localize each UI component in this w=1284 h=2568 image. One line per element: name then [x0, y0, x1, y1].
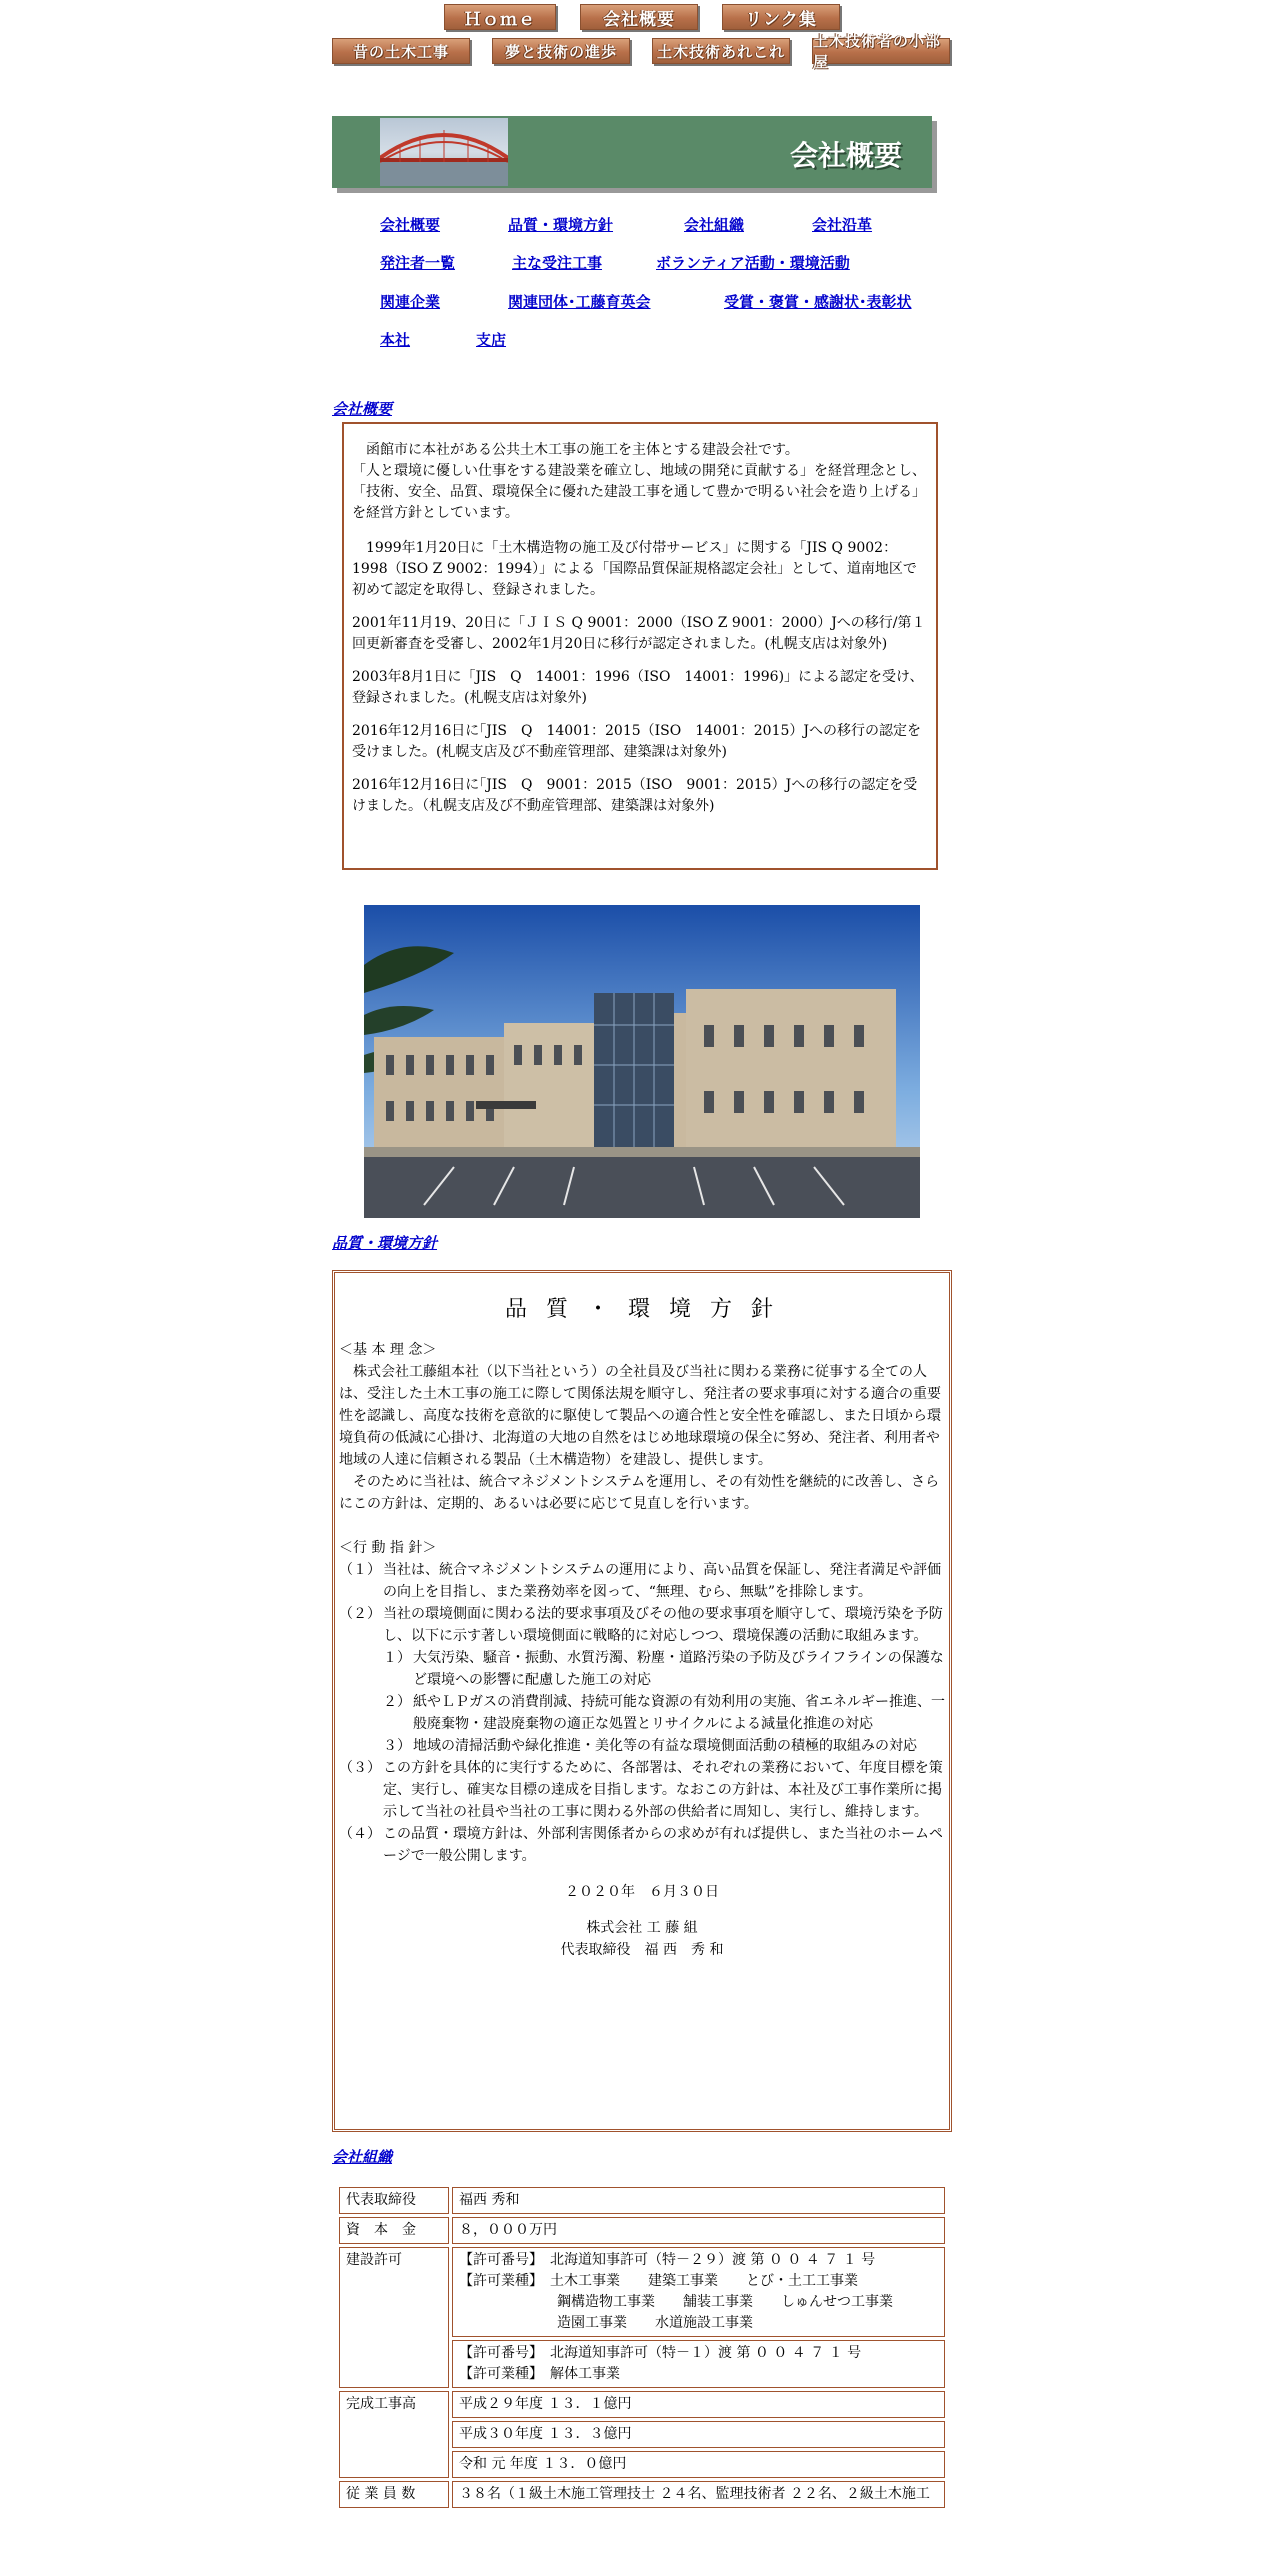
capital-value: ８，０００万円	[452, 2217, 945, 2244]
action-item-4	[339, 1823, 945, 1867]
action-subitem-1	[339, 1647, 945, 1691]
table-row	[339, 2217, 945, 2244]
action-subitem-1-text: 大気汚染、騒音・振動、水質汚濁、粉塵・道路汚染の予防及びライフラインの保護など環境への影響に配慮した施工の対応	[413, 1650, 944, 1688]
completed-works-label: 完成工事高	[339, 2391, 449, 2478]
organization-table	[336, 2184, 948, 2511]
menu-head-office-link[interactable]: 本社	[380, 331, 411, 349]
menu-related-companies-link[interactable]: 関連企業	[380, 293, 441, 311]
overview-heading: 会社概要	[332, 400, 393, 418]
action-subitem-2	[339, 1691, 945, 1735]
license-1-types-3: 造園工事業 水道施設工事業	[459, 2315, 753, 2331]
overview-text-3: 2001年11月19、20日に「ＪＩＳ Q 9001：2000（ISO Z 9001：2000）Jへの移行/第１回更新審査を受審し、2002年1月20日に移行が認定されました。(札幌支店は対象外)	[352, 615, 926, 652]
policy-date: ２０２０年 ６月３０日	[565, 1884, 719, 1900]
action-subitem-2-text: 紙やＬＰガスの消費削減、持続可能な資源の有効利用の実施、省エネルギー推進、一般廃棄物・建設廃棄物の適正な処置とリサイクルによる減量化推進の対応	[413, 1694, 945, 1732]
action-subitem-3-text: 地域の清掃活動や緑化推進・美化等の有益な環境側面活動の積極的取組みの対応	[413, 1738, 917, 1754]
top-nav-row2	[332, 32, 950, 71]
license-cell-2	[452, 2340, 945, 2388]
staff-label: 従 業 員 数	[339, 2481, 449, 2508]
action-subitem-1-number: １）	[383, 1650, 411, 1666]
action-item-3	[339, 1757, 945, 1823]
action-item-1-number: （１）	[339, 1562, 381, 1578]
completed-works-2: 平成３０年度 １３．３億円	[452, 2421, 945, 2448]
table-row	[339, 2187, 945, 2214]
action-item-3-number: （３）	[339, 1760, 381, 1776]
completed-works-3: 令和 元 年度 １３．０億円	[452, 2451, 945, 2478]
menu-organization-link[interactable]: 会社組織	[684, 216, 745, 234]
nav-old-works-button[interactable]: 昔の土木工事	[332, 38, 470, 64]
table-row	[339, 2391, 945, 2418]
policy-heading: 品質・環境方針	[332, 1234, 438, 1252]
red-bridge-image	[380, 118, 508, 186]
license-1-number: 【許可番号】 北海道知事許可（特－２９）渡 第 ０ ０ ４ ７ １ 号	[459, 2252, 876, 2268]
menu-branch-link[interactable]: 支店	[476, 331, 507, 349]
head-office-building-photo	[364, 905, 920, 1218]
basic-philosophy-text-2: そのために当社は、統合マネジメントシステムを運用し、その有効性を継続的に改善し、さらにこの方針は、定期的、あるいは必要に応じて見直しを行います。	[339, 1474, 940, 1512]
action-item-1-text: 当社は、統合マネジメントシステムの運用により、高い品質を保証し、発注者満足や評価の向上を目指し、また業務効率を図って、“無理、むら、無駄”を排除します。	[383, 1562, 942, 1600]
action-item-4-text: この品質・環境方針は、外部利害関係者からの求めが有れば提供し、また当社のホームページで一般公開します。	[383, 1826, 943, 1864]
action-guideline-label: ＜行 動 指 針＞	[339, 1540, 437, 1556]
staff-value: ３８名（１級土木施工管理技士 ２４名、監理技術者 ２２名、２級土木施工	[452, 2481, 945, 2508]
action-item-2	[339, 1603, 945, 1647]
action-item-3-text: この方針を具体的に実行するために、各部署は、それぞれの業務において、年度目標を策定、実行し、確実な目標の達成を目指します。なおこの方針は、本社及び工事作業所に掲示して当社の社員や当社の工事に関わる外部の供給者に周知し、実行し、維持します。	[383, 1760, 943, 1820]
license-cell-1	[452, 2247, 945, 2337]
policy-title: 品 質 ・ 環 境 方 針	[505, 1297, 779, 1322]
banner-title: 会社概要	[789, 139, 902, 172]
action-item-2-text: 当社の環境側面に関わる法的要求事項及びその他の要求事項を順守して、環境汚染を予防し、以下に示す著しい環境側面に戦略的に対応しつつ、環境保護の活動に取組みます。	[383, 1606, 943, 1644]
top-nav-row1	[444, 4, 840, 30]
menu-quality-policy-link[interactable]: 品質・環境方針	[508, 216, 614, 234]
nav-engineer-room-button[interactable]: 土木技術者の小部屋	[812, 38, 950, 64]
menu-volunteer-link[interactable]: ボランティア活動・環境活動	[656, 254, 850, 272]
menu-related-groups-link[interactable]: 関連団体･工藤育英会	[508, 293, 651, 311]
table-row	[339, 2247, 945, 2337]
overview-text-6: 2016年12月16日に｢JIS Q 9001：2015（ISO 9001：2015）Jへの移行の認定を受けました。（札幌支店及び不動産管理部、建築課は対象外)	[352, 777, 918, 814]
capital-label: 資 本 金	[339, 2217, 449, 2244]
ceo-label: 代表取締役	[339, 2187, 449, 2214]
nav-tech-misc-button[interactable]: 土木技術あれこれ	[652, 38, 790, 64]
nav-links-button[interactable]: リンク集	[722, 4, 840, 30]
action-subitem-3-number: ３）	[383, 1738, 411, 1754]
action-item-4-number: （４）	[339, 1826, 381, 1842]
overview-box	[342, 422, 938, 870]
action-item-1	[339, 1559, 945, 1603]
policy-company-name: 株式会社 工 藤 組	[586, 1920, 698, 1936]
license-2-number: 【許可番号】 北海道知事許可（特－１）渡 第 ０ ０ ４ ７ １ 号	[459, 2345, 862, 2361]
nav-home-button[interactable]: Ｈｏｍｅ	[444, 4, 556, 30]
menu-main-works-link[interactable]: 主な受注工事	[512, 254, 603, 272]
license-label: 建設許可	[339, 2247, 449, 2388]
license-2-types: 【許可業種】 解体工事業	[459, 2366, 620, 2382]
menu-awards-link[interactable]: 受賞・褒賞・感謝状･表彰状	[724, 293, 912, 311]
menu-history-link[interactable]: 会社沿革	[812, 216, 873, 234]
bridge-photo	[380, 118, 508, 186]
action-subitem-3	[339, 1735, 945, 1757]
page-banner	[332, 116, 932, 188]
policy-box	[332, 1270, 952, 2132]
overview-text-1b: 「人と環境に優しい仕事をする建設業を確立し、地域の開発に貢献する」を経営理念とし、「技術、安全、品質、環境保全に優れた建設工事を通して豊かで明るい社会を造り上げる」を経営方針としています。	[352, 463, 926, 521]
overview-text-5: 2016年12月16日に｢JIS Q 14001：2015（ISO 14001：2015）Jへの移行の認定を受けました。(札幌支店及び不動産管理部、建築課は対象外)	[352, 723, 922, 760]
basic-philosophy-label: ＜基 本 理 念＞	[339, 1342, 437, 1358]
ceo-value: 福西 秀和	[452, 2187, 945, 2214]
nav-dream-tech-button[interactable]: 夢と技術の進歩	[492, 38, 630, 64]
action-subitem-2-number: ２）	[383, 1694, 411, 1710]
menu-clients-link[interactable]: 発注者一覧	[380, 254, 456, 272]
overview-text-4: 2003年8月1日に「JIS Q 14001：1996（ISO 14001：1996)」による認定を受け、登録されました。(札幌支店は対象外)	[352, 669, 924, 706]
overview-text-1a: 函館市に本社がある公共土木工事の施工を主体とする建設会社です。	[352, 442, 799, 458]
menu-company-overview-link[interactable]: 会社概要	[380, 216, 441, 234]
action-item-2-number: （２）	[339, 1606, 381, 1622]
overview-text-2: 1999年1月20日に「土木構造物の施工及び付帯サービス」に関する「JIS Q 9002：1998（ISO Z 9002：1994）」による「国際品質保証規格認定会社」として、道南地区で初めて認定を取得し、登録されました。	[352, 540, 917, 598]
license-1-types-2: 鋼構造物工事業 舗装工事業 しゅんせつ工事業	[459, 2294, 893, 2310]
license-1-types: 【許可業種】 土木工事業 建築工事業 とび・土工工事業	[459, 2273, 858, 2289]
basic-philosophy-text-1: 株式会社工藤組本社（以下当社という）の全社員及び当社に関わる業務に従事する全ての人は、受注した土木工事の施工に際して関係法規を順守し、発注者の要求事項に対する適合の重要性を認識し、高度な技術を意欲的に駆使して製品への適合性と安全性を確認し、また日頃から環境負荷の低減に心掛け、北海道の大地の自然をはじめ地球環境の保全に努め、発注者、利用者や地域の人達に信頼される製品（土木構造物）を建設し、提供します。	[339, 1364, 941, 1468]
nav-company-button[interactable]: 会社概要	[580, 4, 698, 30]
completed-works-1: 平成２９年度 １３．１億円	[452, 2391, 945, 2418]
policy-ceo-name: 代表取締役 福 西 秀 和	[560, 1942, 724, 1958]
organization-heading: 会社組織	[332, 2148, 393, 2166]
table-row	[339, 2481, 945, 2508]
